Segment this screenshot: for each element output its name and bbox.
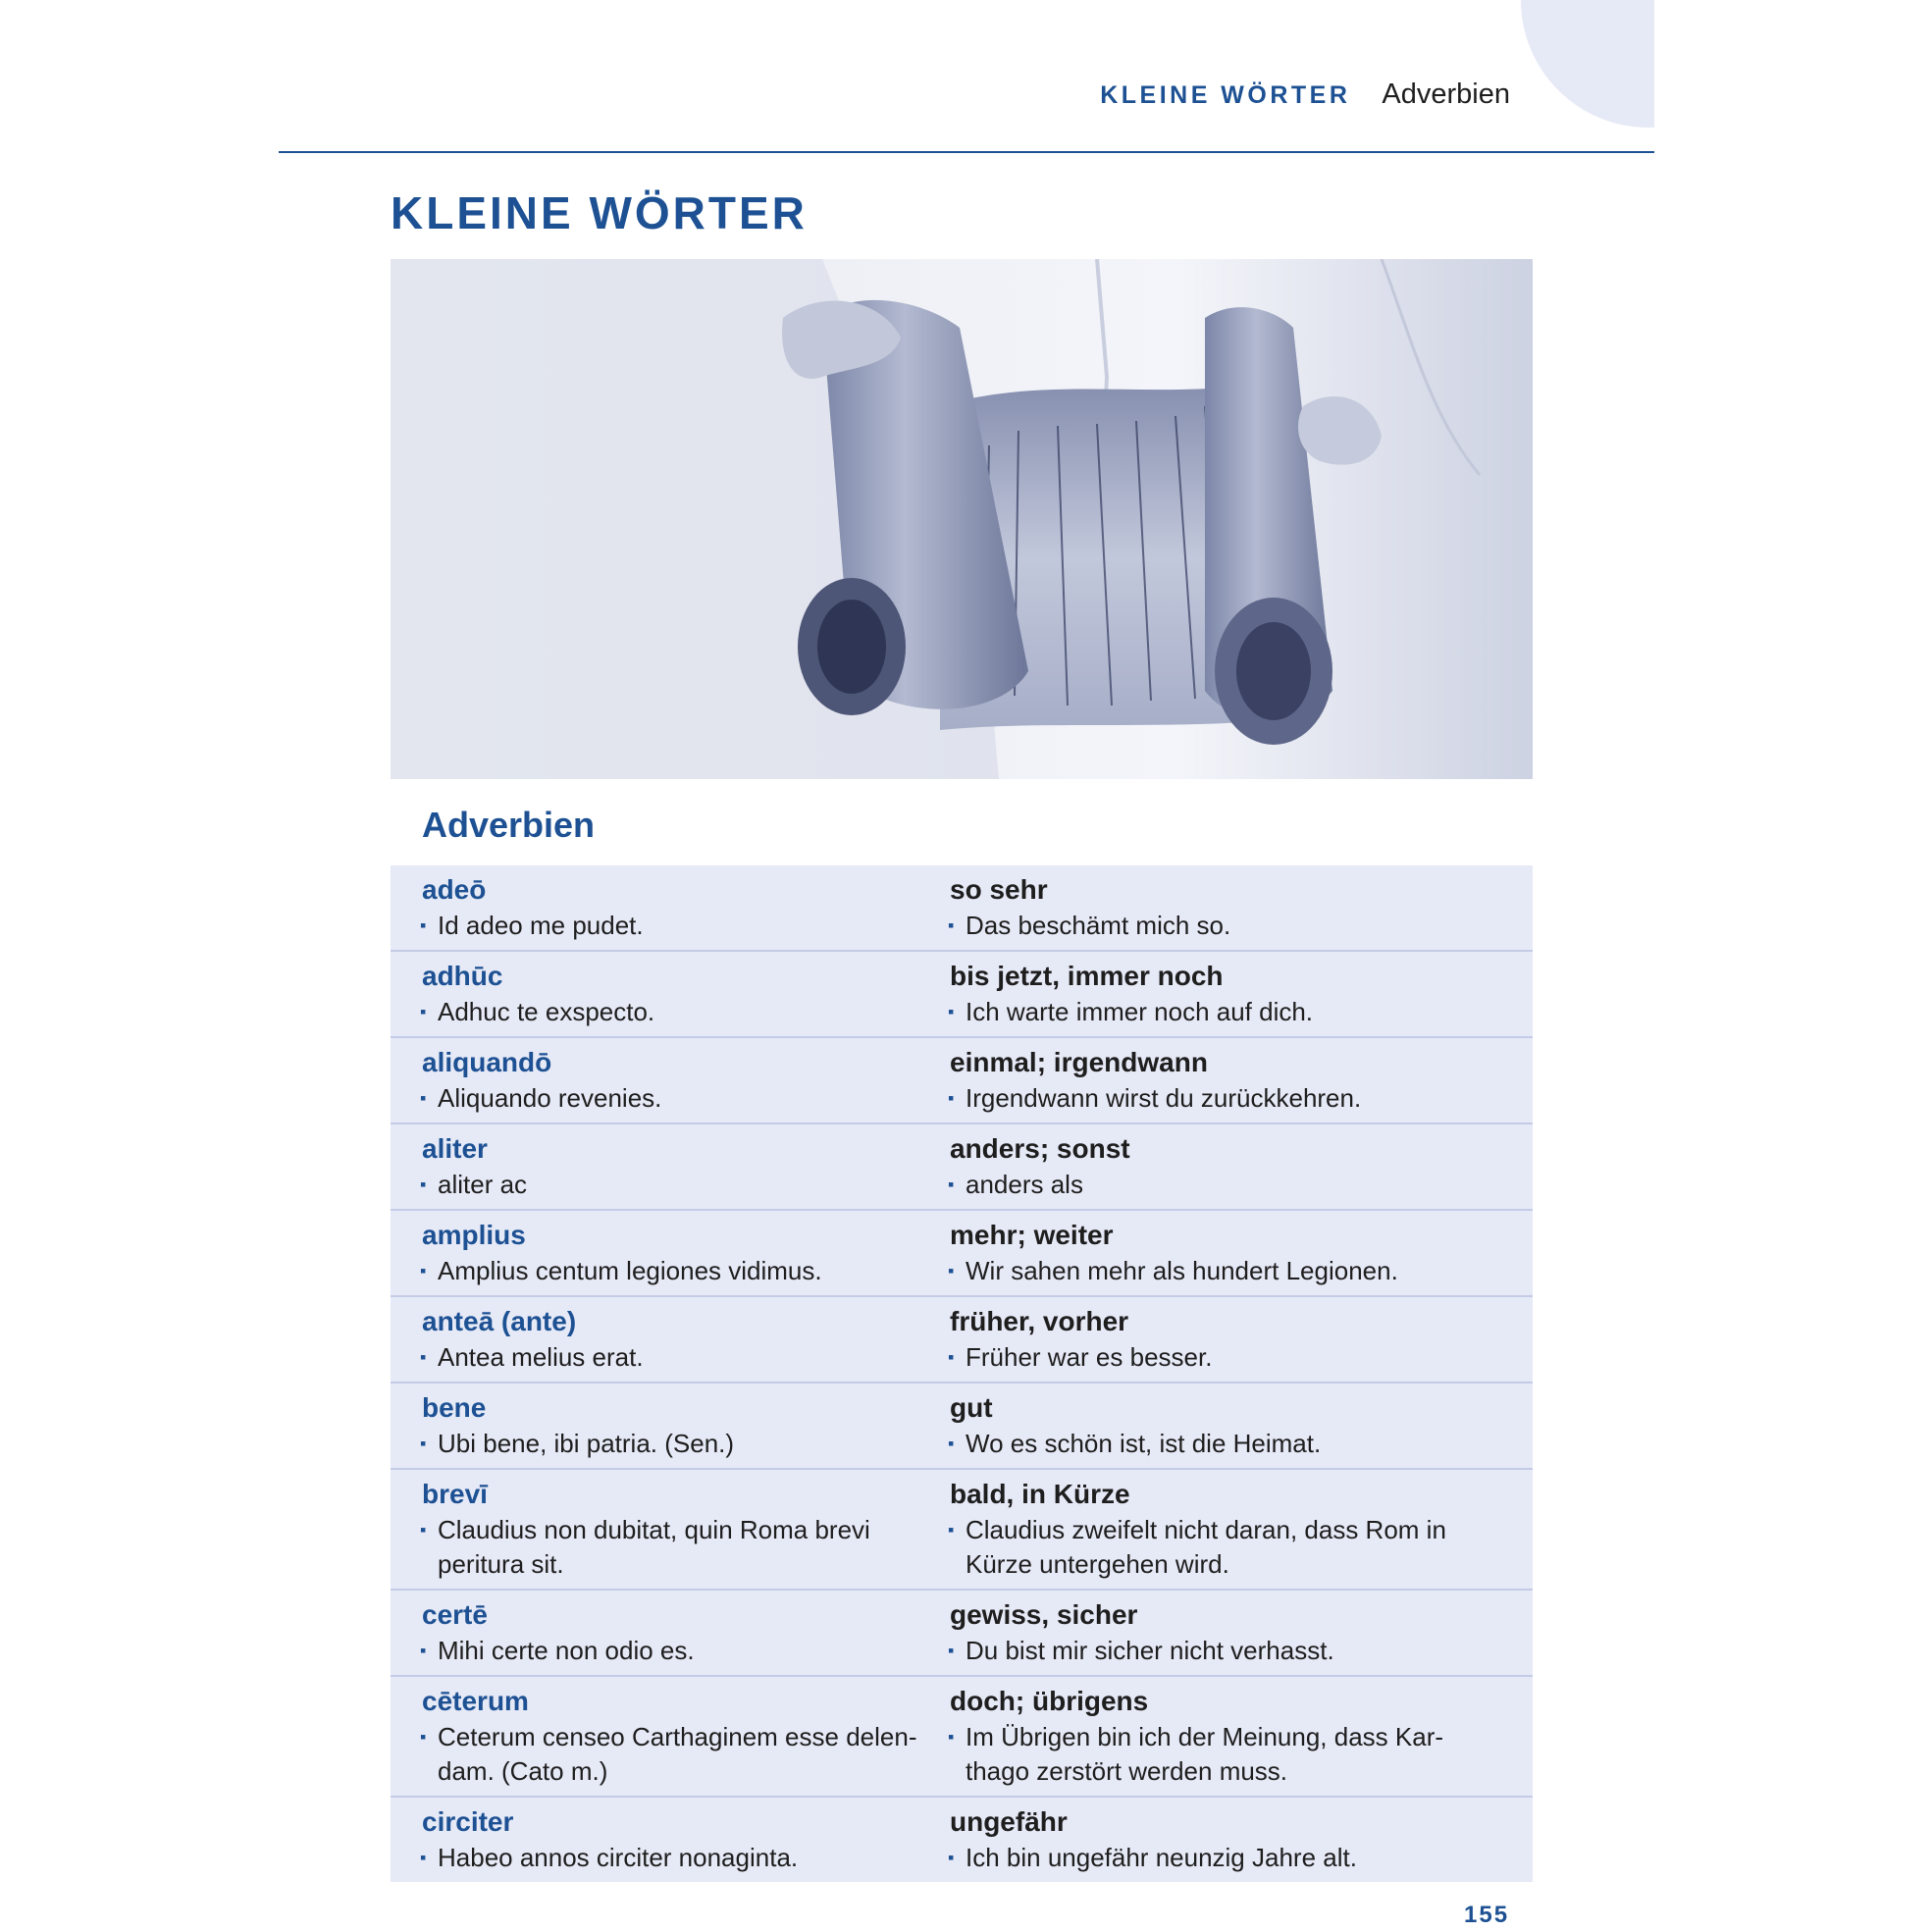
german-example: ▪ Claudius zweifelt nicht daran, dass Rom in Kürze untergehen wird. [950, 1513, 1503, 1582]
scroll-photo [391, 259, 1533, 779]
table-row [391, 1675, 1533, 1796]
latin-example: ▪ Adhuc te exspecto. [422, 995, 930, 1029]
latin-lemma: brevī [422, 1479, 488, 1509]
latin-lemma: certē [422, 1599, 488, 1630]
latin-example: ▪ Aliquando revenies. [422, 1081, 930, 1116]
german-meaning: ungefähr [950, 1806, 1068, 1837]
running-head-topic: Adverbien [1382, 78, 1510, 110]
german-meaning: einmal; irgendwann [950, 1047, 1208, 1077]
page-number: 155 [1464, 1902, 1510, 1928]
german-example: ▪ Wo es schön ist, ist die Heimat. [950, 1427, 1503, 1461]
table-row [391, 1295, 1533, 1382]
latin-lemma: amplius [422, 1220, 526, 1250]
german-example: ▪ anders als [950, 1168, 1503, 1202]
german-example: ▪ Ich warte immer noch auf dich. [950, 995, 1503, 1029]
table-row [391, 865, 1533, 950]
latin-example: ▪ Amplius centum legiones vidimus. [422, 1254, 930, 1288]
german-meaning: bis jetzt, immer noch [950, 961, 1224, 991]
latin-lemma: aliquandō [422, 1047, 552, 1077]
table-row [391, 1468, 1533, 1589]
latin-example: ▪ Id adeo me pudet. [422, 909, 930, 943]
german-meaning: anders; sonst [950, 1133, 1130, 1164]
corner-mask [1654, 0, 1932, 196]
german-meaning: mehr; weiter [950, 1220, 1114, 1250]
latin-lemma: adhūc [422, 961, 503, 991]
german-meaning: gewiss, sicher [950, 1599, 1138, 1630]
latin-lemma: adeō [422, 874, 487, 905]
table-row [391, 1796, 1533, 1882]
table-row [391, 950, 1533, 1036]
german-example: ▪ Ich bin ungefähr neunzig Jahre alt. [950, 1841, 1503, 1875]
latin-lemma: anteā (ante) [422, 1306, 577, 1336]
latin-example: ▪ Claudius non dubitat, quin Roma brevi peritura sit. [422, 1513, 930, 1582]
german-example: ▪ Du bist mir sicher nicht verhasst. [950, 1634, 1503, 1668]
table-row [391, 1382, 1533, 1468]
german-example: ▪ Im Übrigen bin ich der Meinung, dass Kar- thago zerstört werden muss. [950, 1720, 1503, 1789]
header-rule [279, 151, 1654, 153]
german-example: ▪ Wir sahen mehr als hundert Legionen. [950, 1254, 1503, 1288]
table-row [391, 1589, 1533, 1675]
latin-example: ▪ aliter ac [422, 1168, 930, 1202]
latin-example: ▪ Ubi bene, ibi patria. (Sen.) [422, 1427, 930, 1461]
table-row [391, 1209, 1533, 1295]
german-meaning: bald, in Kürze [950, 1479, 1130, 1509]
latin-example: ▪ Antea melius erat. [422, 1340, 930, 1375]
vocab-table [391, 865, 1533, 1882]
running-head-section: KLEINE WÖRTER [1100, 81, 1351, 109]
german-example: ▪ Früher war es besser. [950, 1340, 1503, 1375]
german-meaning: früher, vorher [950, 1306, 1129, 1336]
page-title: KLEINE WÖRTER [391, 187, 808, 238]
latin-lemma: bene [422, 1392, 487, 1423]
german-meaning: doch; übrigens [950, 1686, 1149, 1716]
running-head [1100, 78, 1510, 111]
table-row [391, 1123, 1533, 1209]
german-meaning: so sehr [950, 874, 1048, 905]
latin-example: ▪ Mihi certe non odio es. [422, 1634, 930, 1668]
table-row [391, 1036, 1533, 1123]
latin-lemma: circiter [422, 1806, 514, 1837]
latin-lemma: aliter [422, 1133, 488, 1164]
latin-example: ▪ Ceterum censeo Carthaginem esse delen- dam. (Cato m.) [422, 1720, 930, 1789]
german-example: ▪ Das beschämt mich so. [950, 909, 1503, 943]
german-example: ▪ Irgendwann wirst du zurückkehren. [950, 1081, 1503, 1116]
latin-example: ▪ Habeo annos circiter nonaginta. [422, 1841, 930, 1875]
german-meaning: gut [950, 1392, 993, 1423]
section-heading: Adverbien [422, 805, 596, 845]
latin-lemma: cēterum [422, 1686, 529, 1716]
